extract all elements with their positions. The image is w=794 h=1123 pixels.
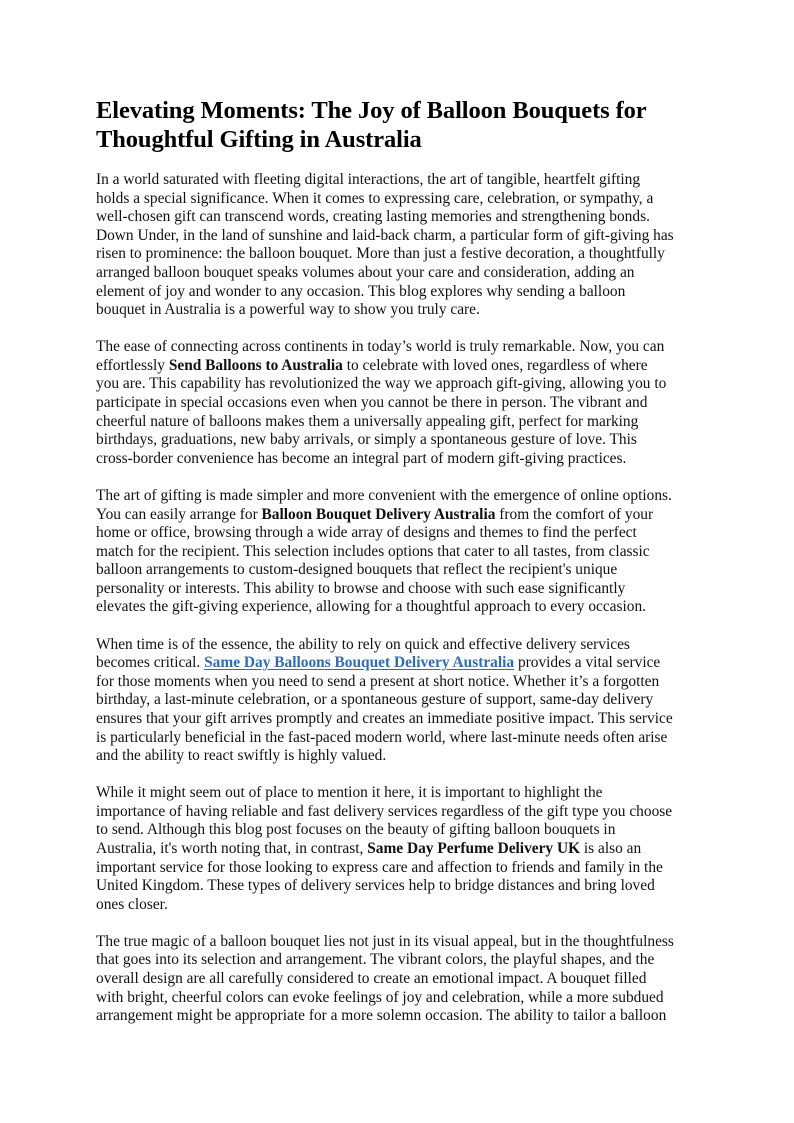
text-segment: is also an (580, 840, 642, 857)
text-line: you are. This capability has revolutionized the way we approach gift-giving, allowing you to (96, 375, 667, 393)
bold-keyword-send-balloons: Send Balloons to Australia (168, 356, 343, 374)
bold-keyword-perfume-uk: Same Day Perfume Delivery UK (367, 840, 581, 857)
text-line: arrangement might be appropriate for a more solemn occasion. The ability to tailor a balloon (96, 1007, 667, 1025)
text-line: arranged balloon bouquet speaks volumes about your care and consideration, adding an (96, 263, 635, 281)
text-line: ensures that your gift arrives promptly and creates an immediate positive impact. This service (96, 709, 673, 727)
text-line: While it might seem out of place to mention it here, it is important to highlight the (96, 784, 603, 802)
paragraph-same-day (96, 636, 708, 766)
text-line: element of joy and wonder to any occasion. This blog explores why sending a balloon (96, 282, 626, 300)
text-line: for those moments when you need to send a present at short notice. Whether it’s a forgotten (96, 672, 660, 690)
paragraph-send-balloons (96, 338, 708, 468)
text-segment: You can easily arrange for (96, 505, 262, 523)
text-segment: effortlessly (96, 356, 169, 374)
text-line: The art of gifting is made simpler and more convenient with the emergence of online options. (96, 486, 672, 504)
text-line: birthday, a last-minute celebration, or a spontaneous gesture of support, same-day delivery (96, 691, 654, 709)
paragraph-bouquet-delivery (96, 487, 708, 617)
text-line: risen to prominence: the balloon bouquet. More than just a festive decoration, a thoughtfully (96, 245, 665, 263)
title-line-2: Thoughtful Gifting in Australia (96, 126, 422, 153)
text-line: The ease of connecting across continents in today’s world is truly remarkable. Now, you can (96, 338, 665, 356)
text-segment: to celebrate with loved ones, regardless of where (342, 356, 648, 374)
text-segment: becomes critical. (96, 654, 205, 672)
paragraph-true-magic (96, 933, 708, 1026)
text-line (96, 654, 708, 673)
paragraph-intro (96, 171, 708, 320)
text-line: bouquet in Australia is a powerful way to show you truly care. (96, 301, 480, 319)
text-line: holds a special significance. When it comes to expressing care, celebration, or sympathy, a (96, 189, 654, 207)
text-line (96, 357, 708, 376)
text-line: match for the recipient. This selection includes options that cater to all tastes, from classic (96, 542, 650, 560)
text-line: When time is of the essence, the ability to rely on quick and effective delivery services (96, 635, 630, 653)
text-line: well-chosen gift can transcend words, creating lasting memories and strengthening bonds. (96, 208, 650, 226)
text-segment: Australia, it's worth noting that, in contrast, (96, 840, 368, 857)
text-line: The true magic of a balloon bouquet lies not just in its visual appeal, but in the thoughtfulness (96, 932, 674, 950)
text-segment: provides a vital service (514, 654, 661, 672)
text-line: that goes into its selection and arrangement. The vibrant colors, the playful shapes, and the (96, 951, 655, 969)
document-page (96, 96, 708, 1044)
text-line: birthdays, graduations, new baby arrivals, or simply a spontaneous gesture of love. This (96, 431, 637, 449)
text-line: United Kingdom. These types of delivery services help to bridge distances and bring loved (96, 877, 655, 895)
text-line: overall design are all carefully considered to create an emotional impact. A bouquet filled (96, 970, 647, 988)
page-title (96, 96, 708, 154)
text-line: important service for those looking to express care and affection to friends and family in the (96, 858, 663, 876)
text-line: is particularly beneficial in the fast-paced modern world, where last-minute needs often arise (96, 728, 668, 746)
text-line: cheerful nature of balloons makes them a universally appealing gift, perfect for marking (96, 412, 639, 430)
text-line: personality or interests. This ability to browse and choose with such ease significantly (96, 579, 626, 597)
text-line: to send. Although this blog post focuses on the beauty of gifting balloon bouquets in (96, 821, 616, 839)
text-segment: from the comfort of your (495, 505, 654, 523)
text-line: with bright, cheerful colors can evoke feelings of joy and celebration, while a more subdued (96, 988, 664, 1006)
text-line: ones closer. (96, 895, 168, 913)
text-line: elevates the gift-giving experience, allowing for a thoughtful approach to every occasion. (96, 598, 647, 616)
text-line: and the ability to react swiftly is highly valued. (96, 747, 387, 765)
title-line-1: Elevating Moments: The Joy of Balloon Bouquets for (96, 97, 647, 124)
text-line: Down Under, in the land of sunshine and laid-back charm, a particular form of gift-giving has (96, 226, 674, 244)
text-line: balloon arrangements to custom-designed bouquets that reflect the recipient's unique (96, 561, 618, 579)
text-line (96, 506, 708, 525)
text-line: participate in special occasions even when you cannot be there in person. The vibrant and (96, 394, 648, 412)
text-line: home or office, browsing through a wide array of designs and themes to find the perfect (96, 524, 637, 542)
text-line: cross-border convenience has become an integral part of modern gift-giving practices. (96, 449, 627, 467)
text-line: importance of having reliable and fast delivery services regardless of the gift type you choose (96, 802, 673, 820)
same-day-balloons-link[interactable]: Same Day Balloons Bouquet Delivery Australia (204, 654, 515, 672)
bold-keyword-bouquet-delivery: Balloon Bouquet Delivery Australia (261, 505, 496, 523)
paragraph-perfume-uk (96, 784, 708, 914)
text-line: In a world saturated with fleeting digital interactions, the art of tangible, heartfelt gifting (96, 171, 641, 188)
text-line (96, 840, 708, 859)
